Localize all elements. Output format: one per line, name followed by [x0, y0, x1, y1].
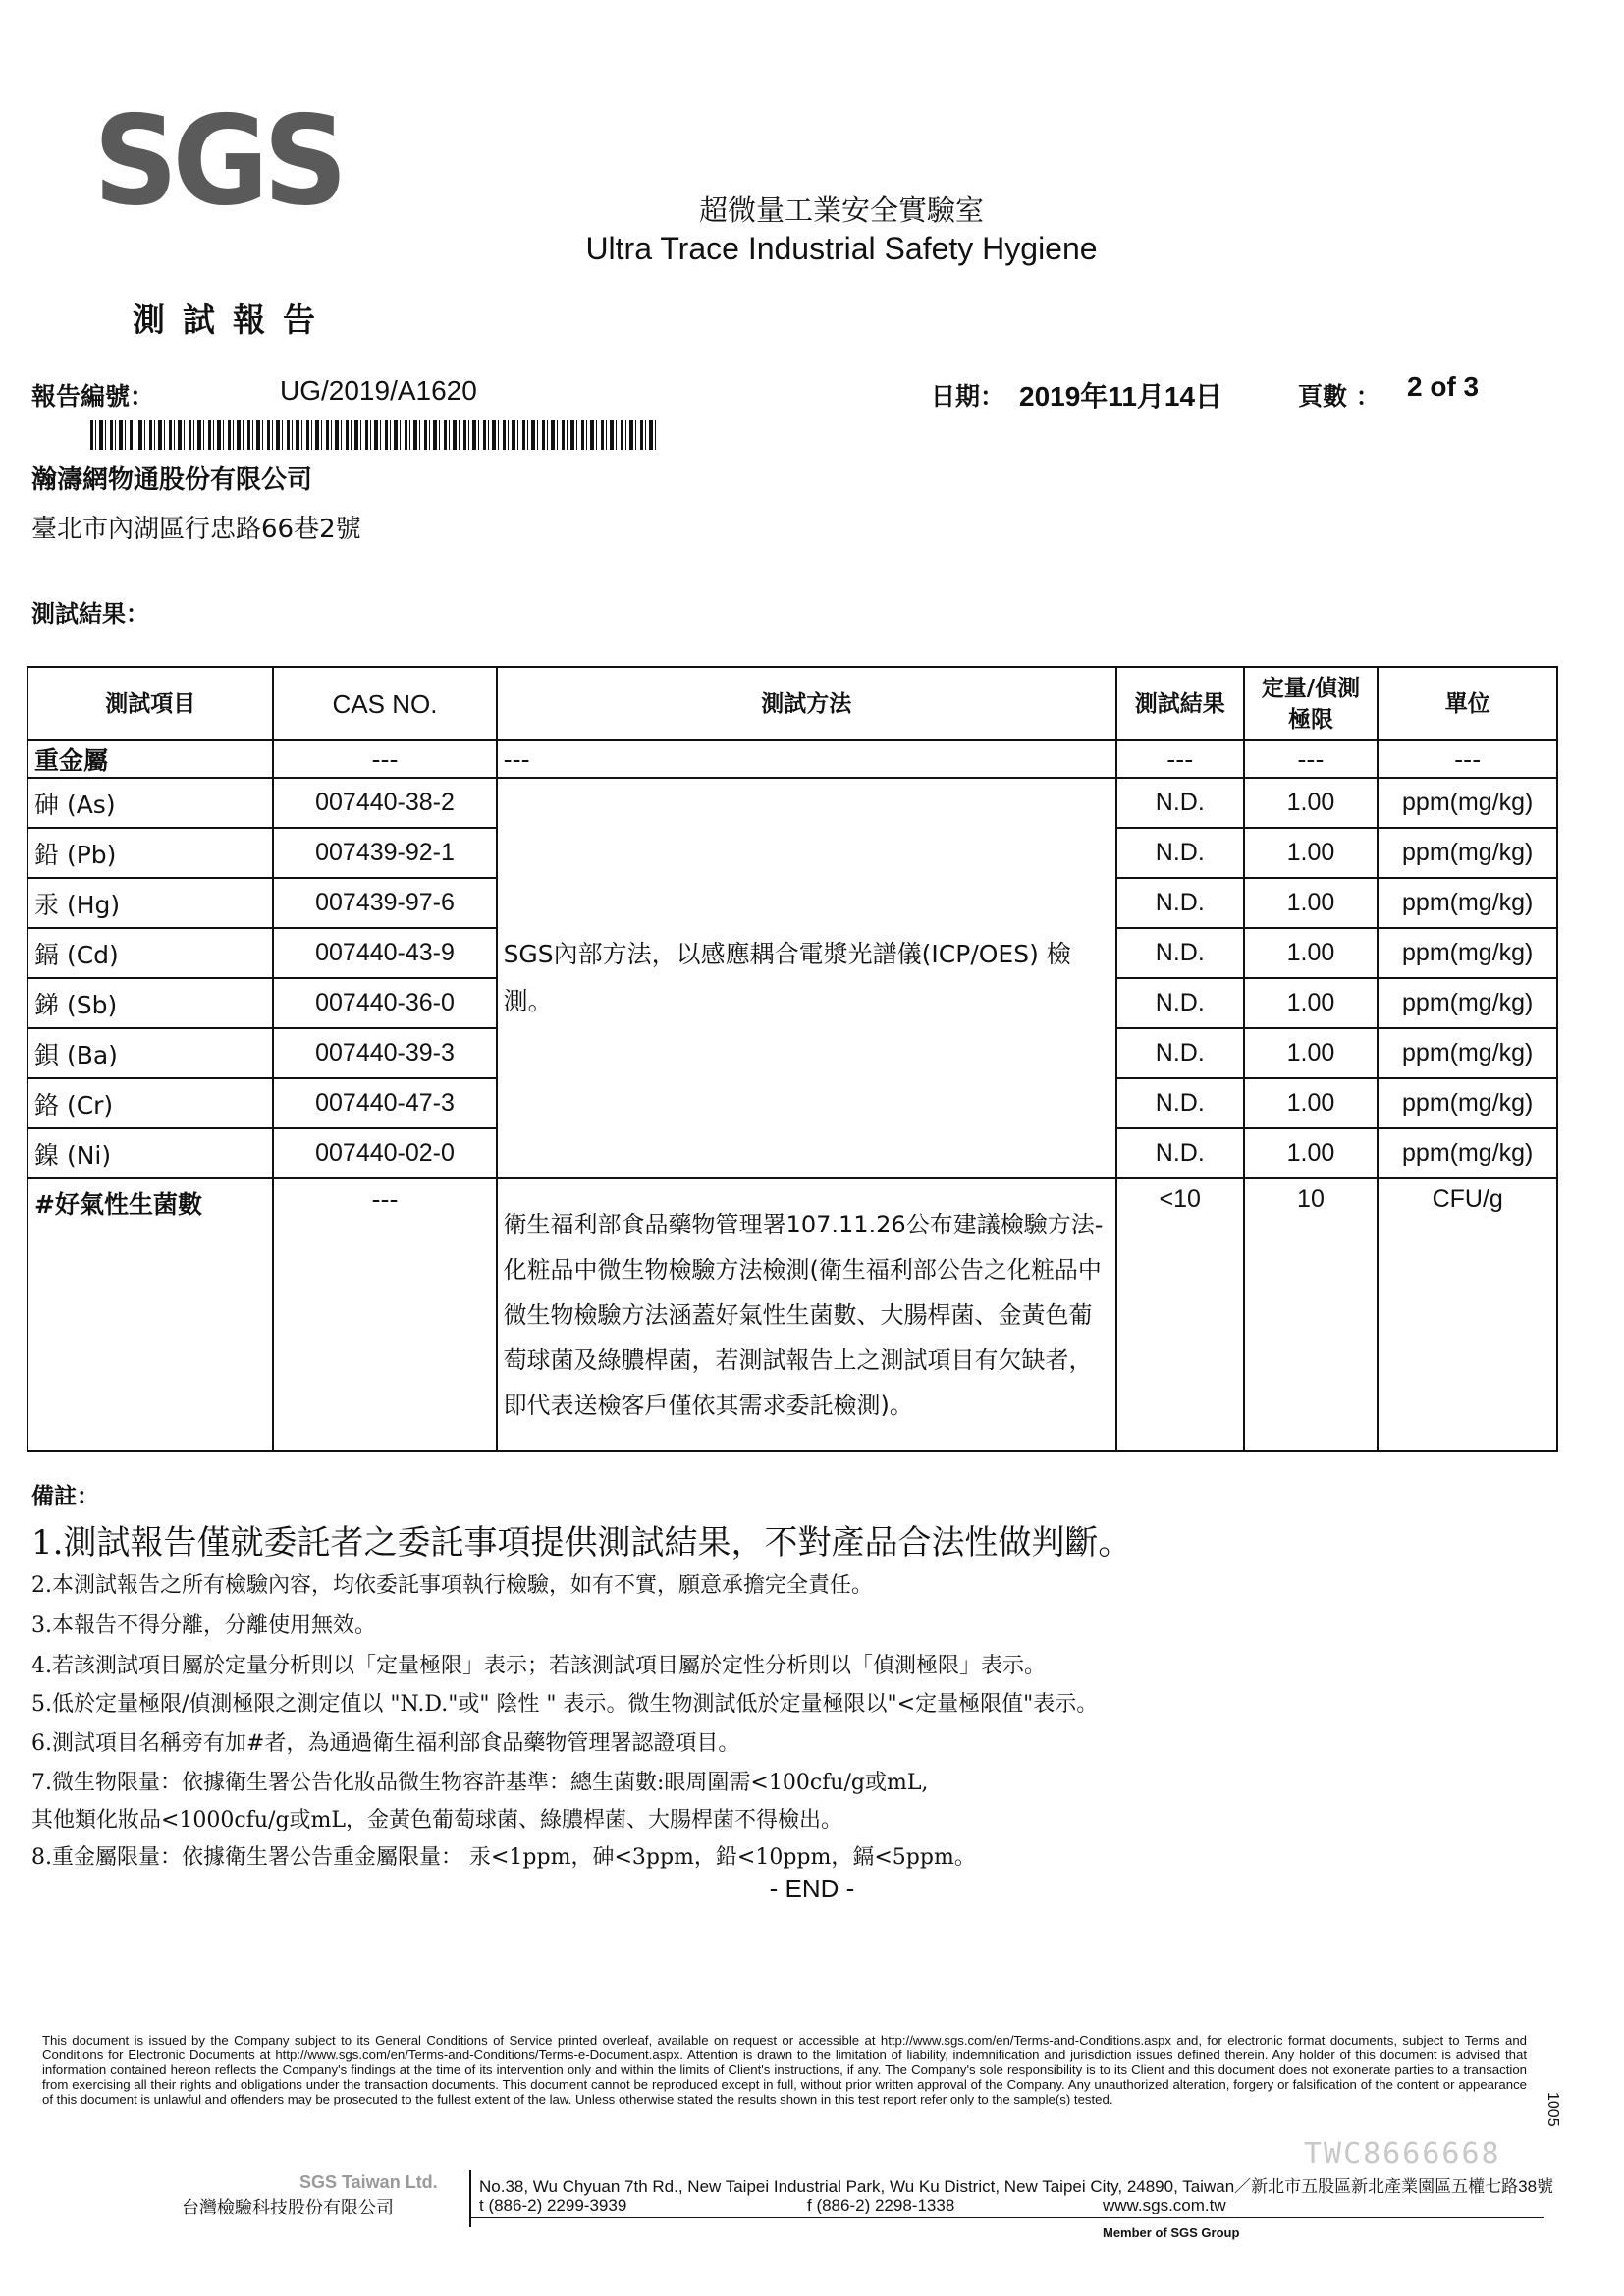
footer-telephone: t (886-2) 2299-3939	[479, 2196, 627, 2214]
row-cas: 007440-43-9	[273, 928, 496, 978]
header-unit: 單位	[1378, 667, 1557, 740]
footer-divider	[469, 2170, 471, 2227]
row-cas: 007440-39-3	[273, 1028, 496, 1078]
header-item: 測試項目	[27, 667, 273, 740]
group-result: ---	[1116, 740, 1243, 778]
row-cas: 007439-97-6	[273, 878, 496, 928]
row-item: 鋇 (Ba)	[27, 1028, 273, 1078]
results-label: 測試結果：	[31, 600, 149, 628]
footer-address: No.38, Wu Chyuan 7th Rd., New Taipei Industrial Park, Wu Ku District, New Taipei City, 24890, Taiwan／新北市五股區新北產業園區五權七路38號	[479, 2177, 1554, 2196]
row-result: N.D.	[1116, 1128, 1243, 1178]
row-limit: 1.00	[1244, 778, 1379, 828]
results-table	[27, 666, 1558, 1452]
row-result: N.D.	[1116, 878, 1243, 928]
row-cas: 007440-36-0	[273, 978, 496, 1028]
table-row	[27, 778, 1557, 828]
lab-name-en: Ultra Trace Industrial Safety Hygiene	[585, 231, 1098, 266]
row-cas: 007439-92-1	[273, 828, 496, 878]
footer-rule	[471, 2217, 1544, 2218]
row-result: N.D.	[1116, 828, 1243, 878]
row-item: 銻 (Sb)	[27, 978, 273, 1028]
row-item: 鉻 (Cr)	[27, 1078, 273, 1128]
serial-number: TWC8666668	[1304, 2137, 1501, 2171]
sgs-logo-text: SGS	[93, 89, 343, 234]
header-cas: CAS NO.	[273, 667, 496, 740]
row-cas: 007440-47-3	[273, 1078, 496, 1128]
row-limit: 1.00	[1244, 1078, 1379, 1128]
footer-company-en: SGS Taiwan Ltd.	[299, 2172, 438, 2192]
group-item: 重金屬	[27, 740, 273, 778]
notes-label: 備註：	[31, 1484, 99, 1509]
row-result: N.D.	[1116, 1078, 1243, 1128]
micro-unit: CFU/g	[1378, 1178, 1557, 1451]
row-result: N.D.	[1116, 928, 1243, 978]
micro-cas: ---	[273, 1178, 496, 1451]
header-result: 測試結果	[1116, 667, 1243, 740]
row-limit: 1.00	[1244, 828, 1379, 878]
footer-company-zh: 台灣檢驗科技股份有限公司	[182, 2198, 394, 2218]
row-item: 砷 (As)	[27, 778, 273, 828]
page-number: 2 of 3	[1407, 371, 1480, 402]
micro-limit: 10	[1244, 1178, 1379, 1451]
row-item: 汞 (Hg)	[27, 878, 273, 928]
table-row-group	[27, 740, 1557, 778]
row-limit: 1.00	[1244, 1028, 1379, 1078]
group-unit: ---	[1378, 740, 1557, 778]
group-method: ---	[497, 740, 1116, 778]
row-unit: ppm(mg/kg)	[1378, 1128, 1557, 1178]
table-header-row	[27, 667, 1557, 740]
row-unit: ppm(mg/kg)	[1378, 928, 1557, 978]
row-item: 鎘 (Cd)	[27, 928, 273, 978]
report-date: 2019年11月14日	[1019, 381, 1223, 411]
micro-method: 衛生福利部食品藥物管理署107.11.26公布建議檢驗方法-化粧品中微生物檢驗方法檢測(衛生福利部公告之化粧品中微生物檢驗方法涵蓋好氣性生菌數、大腸桿菌、金黃色葡萄球菌及綠膿桿菌，若測試報告上之測試項目有欠缺者，即代表送檢客戶僅依其需求委託檢測)。	[497, 1178, 1116, 1451]
note-item: 5.低於定量極限/偵測極限之測定值以 "N.D."或" 陰性 " 表示。微生物測試低於定量極限以"<定量極限值"表示。	[31, 1692, 1099, 1717]
row-limit: 1.00	[1244, 1128, 1379, 1178]
row-result: N.D.	[1116, 978, 1243, 1028]
row-cas: 007440-02-0	[273, 1128, 496, 1178]
row-unit: ppm(mg/kg)	[1378, 1078, 1557, 1128]
micro-result: <10	[1116, 1178, 1243, 1451]
row-result: N.D.	[1116, 1028, 1243, 1078]
row-unit: ppm(mg/kg)	[1378, 978, 1557, 1028]
end-marker: - END -	[769, 1874, 855, 1903]
heavy-metal-method: SGS內部方法，以感應耦合電漿光譜儀(ICP/OES) 檢測。	[497, 778, 1116, 1178]
report-number-label: 報告編號：	[31, 382, 155, 410]
row-limit: 1.00	[1244, 878, 1379, 928]
client-address: 臺北市內湖區行忠路66巷2號	[31, 515, 361, 544]
note-item: 2.本測試報告之所有檢驗內容，均依委託事項執行檢驗，如有不實，願意承擔完全責任。	[31, 1573, 873, 1598]
footer-fax: f (886-2) 2298-1338	[807, 2196, 955, 2214]
row-limit: 1.00	[1244, 978, 1379, 1028]
footer-website[interactable]: www.sgs.com.tw	[1103, 2196, 1226, 2214]
note-item: 8.重金屬限量：依據衛生署公告重金屬限量： 汞<1ppm，砷<3ppm，鉛<10ppm，鎘<5ppm。	[31, 1845, 976, 1870]
row-unit: ppm(mg/kg)	[1378, 778, 1557, 828]
note-item: 其他類化妝品<1000cfu/g或mL，金黃色葡萄球菌、綠膿桿菌、大腸桿菌不得檢出。	[31, 1808, 843, 1832]
document-title: 測試報告	[133, 301, 333, 339]
row-unit: ppm(mg/kg)	[1378, 878, 1557, 928]
row-result: N.D.	[1116, 778, 1243, 828]
note-item: 4.若該測試項目屬於定量分析則以「定量極限」表示；若該測試項目屬於定性分析則以「偵測極限」表示。	[31, 1654, 1046, 1678]
header-method: 測試方法	[497, 667, 1116, 740]
table-row-microbe	[27, 1178, 1557, 1451]
row-limit: 1.00	[1244, 928, 1379, 978]
row-unit: ppm(mg/kg)	[1378, 828, 1557, 878]
date-label: 日期：	[931, 382, 1005, 410]
page-label: 頁數 ：	[1298, 382, 1380, 410]
row-item: 鉛 (Pb)	[27, 828, 273, 878]
report-number: UG/2019/A1620	[280, 375, 477, 406]
lab-name-zh: 超微量工業安全實驗室	[698, 193, 984, 227]
note-item: 3.本報告不得分離，分離使用無效。	[31, 1613, 376, 1638]
row-item: 鎳 (Ni)	[27, 1128, 273, 1178]
footer-member: Member of SGS Group	[1103, 2225, 1240, 2240]
legal-disclaimer: This document is issued by the Company subject to its General Conditions of Service printed overleaf, available on request or accessible at http://www.sgs.com/en/Terms-and-Conditions.aspx and, for electronic format documents, subject to Terms and Conditions for Electronic Documents at http://www.sgs.com/en/Terms-and-Conditions/Terms-e-Document.aspx. Attention is drawn to the limitation of liability, indemnification and jurisdiction issues defined therein. Any holder of this document is advised that information contained hereon reflects the Company's findings at the time of its intervention only and within the limits of Client's instructions, if any. The Company's sole responsibility is to its Client and this document does not exonerate parties to a transaction from exercising all their rights and obligations under the transaction documents. This document cannot be reproduced except in full, without prior written approval of the Company. Any unauthorized alteration, forgery or falsification of the content or appearance of this document is unlawful and offenders may be prosecuted to the fullest extent of the law. Unless otherwise stated the results shown in this test report refer only to the sample(s) tested.	[42, 2033, 1527, 2106]
micro-item: #好氣性生菌數	[27, 1178, 273, 1451]
group-limit: ---	[1244, 740, 1379, 778]
barcode	[90, 420, 658, 450]
note-item: 1.測試報告僅就委託者之委託事項提供測試結果，不對產品合法性做判斷。	[31, 1523, 1132, 1562]
header-limit: 定量/偵測極限	[1244, 667, 1379, 740]
side-code: 1005	[1544, 2092, 1561, 2127]
note-item: 7.微生物限量：依據衛生署公告化妝品微生物容許基準：總生菌數:眼周圍需<100cfu/g或mL,	[31, 1771, 929, 1795]
row-cas: 007440-38-2	[273, 778, 496, 828]
client-company: 瀚濤網物通股份有限公司	[31, 465, 313, 495]
group-cas: ---	[273, 740, 496, 778]
note-item: 6.測試項目名稱旁有加#者，為通過衛生福利部食品藥物管理署認證項目。	[31, 1731, 740, 1756]
row-unit: ppm(mg/kg)	[1378, 1028, 1557, 1078]
